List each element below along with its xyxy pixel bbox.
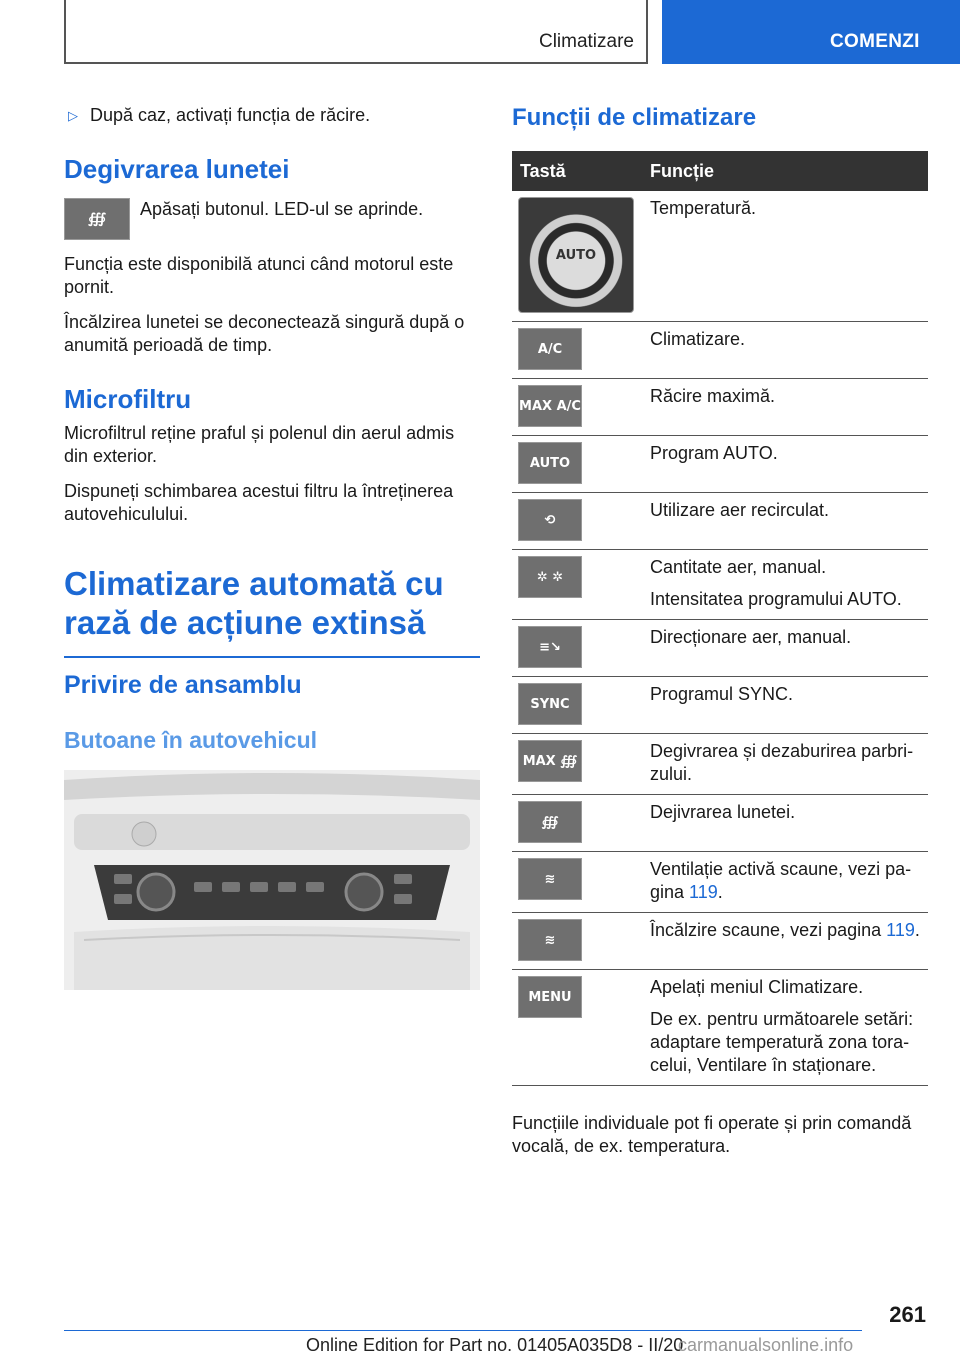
microfilter-paragraph-2: Dispuneți schimbarea acestui filtru la întreținerea autovehiculului. xyxy=(64,481,454,524)
key-button-icon: MAX A/C xyxy=(518,385,582,427)
key-button-icon: ∰ xyxy=(518,801,582,843)
table-row xyxy=(512,191,928,322)
function-cell xyxy=(642,913,928,970)
key-cell xyxy=(512,191,642,322)
table-row xyxy=(512,493,928,550)
main-heading: Climatizare automată cu rază de acțiune extinsă xyxy=(64,565,444,641)
function-text: Utilizare aer recirculat. xyxy=(650,500,830,520)
table-row xyxy=(512,322,928,379)
function-cell xyxy=(642,436,928,493)
table-row xyxy=(512,852,928,913)
microfilter-heading: Microfiltru xyxy=(64,384,192,414)
rear-defrost-icon: ∰ xyxy=(64,198,130,240)
climate-panel-photo xyxy=(64,770,480,990)
function-text: Cantitate aer, manual. xyxy=(650,557,827,577)
key-button-icon: A/C xyxy=(518,328,582,370)
key-cell xyxy=(512,677,642,734)
table-row xyxy=(512,550,928,620)
function-text: Răcire maximă. xyxy=(650,386,776,406)
key-cell xyxy=(512,322,642,379)
chapter-tab[interactable] xyxy=(662,0,960,64)
key-cell xyxy=(512,436,642,493)
function-text: Direcționare aer, manual. xyxy=(650,627,852,647)
function-cell xyxy=(642,734,928,795)
right-column xyxy=(512,104,928,1158)
function-text: Ventilație activă scaune, vezi pagina 119. xyxy=(650,859,912,902)
heading-divider xyxy=(64,656,480,658)
function-cell xyxy=(642,379,928,436)
col-header-function: Funcție xyxy=(642,151,928,191)
table-row xyxy=(512,677,928,734)
table-row xyxy=(512,913,928,970)
function-text: Program AUTO. xyxy=(650,443,778,463)
function-text: Apelați meniul Climatizare. xyxy=(650,977,864,997)
section-title: Climatizare xyxy=(538,31,634,52)
overview-heading: Privire de ansamblu xyxy=(64,671,302,699)
step-bullet xyxy=(64,104,480,127)
key-cell xyxy=(512,620,642,677)
table-header-row xyxy=(512,151,928,191)
functions-heading: Funcții de climatizare xyxy=(512,104,757,131)
function-cell xyxy=(642,493,928,550)
function-text: Degivrarea și dezaburirea parbrizului. xyxy=(650,741,914,784)
key-button-icon: SYNC xyxy=(518,683,582,725)
key-button-icon: MENU xyxy=(518,976,582,1018)
function-text: Programul SYNC. xyxy=(650,684,794,704)
function-cell xyxy=(642,191,928,322)
buttons-heading: Butoane în autovehicul xyxy=(64,727,318,753)
key-button-icon: ✲ ✲ xyxy=(518,556,582,598)
function-text: De ex. pentru următoarele setări: adaptare temperatură zona toracelui, Ventilare în staționare. xyxy=(650,1009,914,1075)
function-text: Încălzire scaune, vezi pagina 119. xyxy=(650,920,920,940)
key-cell xyxy=(512,970,642,1086)
key-button-icon: ≋ xyxy=(518,919,582,961)
col-header-key: Tastă xyxy=(512,151,642,191)
function-cell xyxy=(642,795,928,852)
edition-text: Online Edition for Part no. 01405A035D8 - II/20 xyxy=(306,1335,684,1355)
table-row xyxy=(512,620,928,677)
table-row xyxy=(512,734,928,795)
key-cell xyxy=(512,734,642,795)
step-text: După caz, activați funcția de răcire. xyxy=(90,105,371,125)
table-row xyxy=(512,795,928,852)
defrost-heading: Degivrarea lunetei xyxy=(64,154,290,184)
chapter-tab-label: COMENZI xyxy=(830,31,920,52)
function-cell xyxy=(642,620,928,677)
voice-control-note: Funcțiile individuale pot fi operate și prin comandă vocală, de ex. temperatura. xyxy=(512,1113,912,1156)
key-cell xyxy=(512,852,642,913)
key-button-icon: ≋ xyxy=(518,858,582,900)
page-reference-link[interactable]: 119 xyxy=(886,920,915,940)
key-button-icon: ≡↘ xyxy=(518,626,582,668)
footer-divider xyxy=(64,1330,862,1331)
functions-table xyxy=(512,151,928,1086)
key-button-icon: ⟲ xyxy=(518,499,582,541)
triangle-bullet-icon: ▷ xyxy=(68,108,78,123)
function-cell xyxy=(642,550,928,620)
page-number: 261 xyxy=(889,1302,926,1327)
key-button-icon: MAX ∰ xyxy=(518,740,582,782)
page-reference-link[interactable]: 119 xyxy=(689,882,718,902)
function-text: Climatizare. xyxy=(650,329,746,349)
table-row xyxy=(512,379,928,436)
function-text: Dejivrarea lunetei. xyxy=(650,802,796,822)
function-cell xyxy=(642,677,928,734)
function-text: Temperatură. xyxy=(650,198,757,218)
table-row xyxy=(512,436,928,493)
function-cell xyxy=(642,970,928,1086)
defrost-paragraph-2: Încălzirea lunetei se deconectează singură după o anumită perioadă de timp. xyxy=(64,312,465,355)
key-cell xyxy=(512,550,642,620)
key-cell xyxy=(512,795,642,852)
key-cell xyxy=(512,493,642,550)
function-cell xyxy=(642,852,928,913)
defrost-paragraph-1: Funcția este disponibilă atunci când motorul este pornit. xyxy=(64,254,454,297)
main-heading-block xyxy=(64,564,480,658)
left-column xyxy=(64,104,480,753)
function-cell xyxy=(642,322,928,379)
microfilter-paragraph-1: Microfiltrul reține praful și polenul din aerul admis din exterior. xyxy=(64,423,455,466)
defrost-press-text: Apăsați butonul. LED-ul se aprinde. xyxy=(140,199,424,219)
function-text: Intensitatea programului AUTO. xyxy=(650,589,902,609)
key-button-icon: AUTO xyxy=(518,442,582,484)
key-cell xyxy=(512,913,642,970)
dashboard-illustration xyxy=(64,770,480,990)
key-button-icon: AUTO xyxy=(518,197,634,313)
key-cell xyxy=(512,379,642,436)
table-row xyxy=(512,970,928,1086)
watermark: carmanualsonline.info xyxy=(678,1335,854,1355)
